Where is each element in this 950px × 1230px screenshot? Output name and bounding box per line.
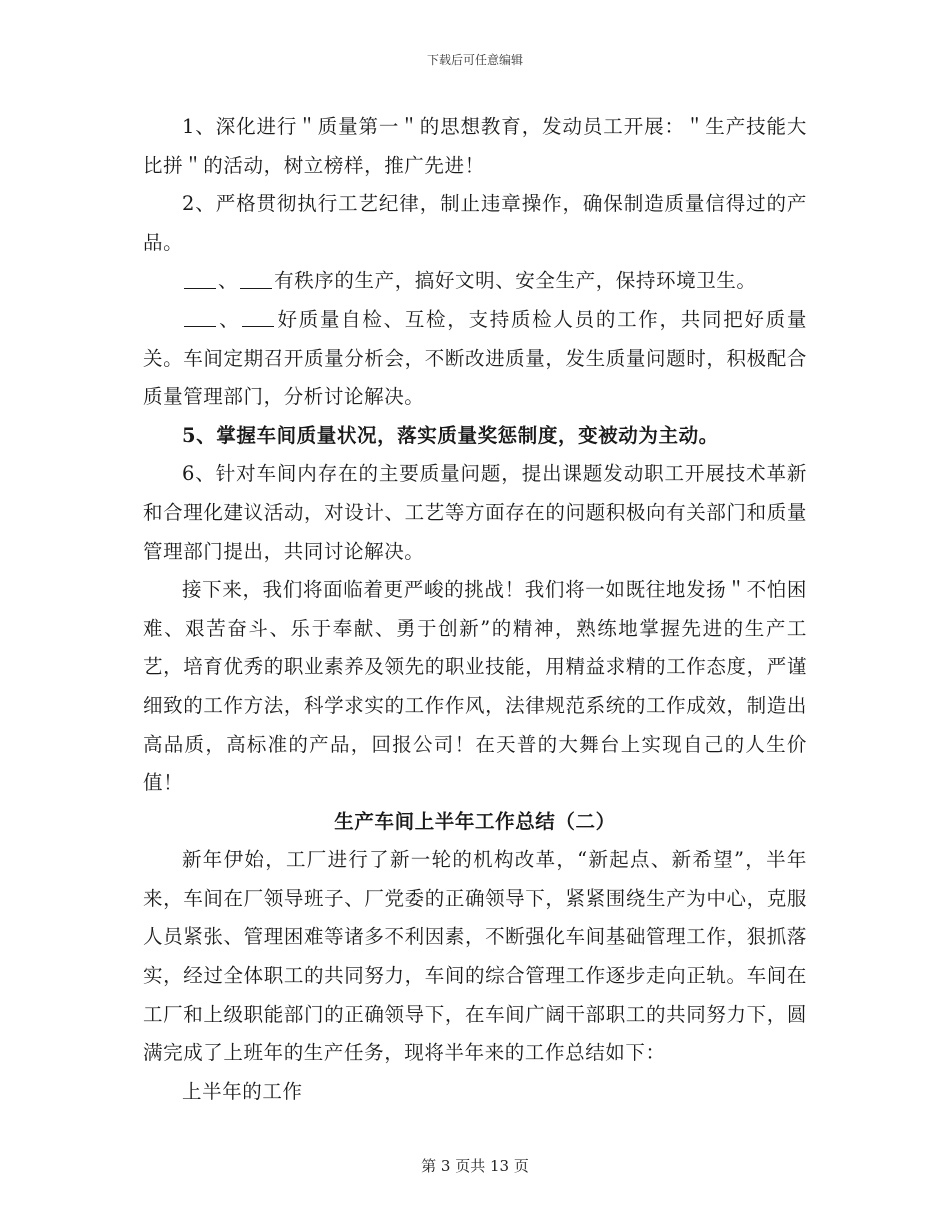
fill-blank	[184, 325, 216, 327]
fill-blank	[240, 287, 272, 289]
document-body	[143, 108, 807, 1111]
blank-separator: 、	[218, 269, 239, 293]
paragraph-quality-education: 1、深化进行＂质量第一＂的思想教育，发动员工开展：＂生产技能大比拼＂的活动，树立榜样，推广先进！	[143, 115, 807, 177]
paragraph-new-year-reform: 新年伊始，工厂进行了新一轮的机构改革，“新起点、新希望”，半年来，车间在厂领导班子、厂党委的正确领导下，紧紧围绕生产为中心，克服人员紧张、管理困难等诸多不利因素，不断强化车间基础管理工作，狠抓落实，经过全体职工的共同努力，车间的综合管理工作逐步走向正轨。车间在工厂和上级职能部门的正确领导下，在车间广阔干部职工的共同努力下，圆满完成了上班年的生产任务，现将半年来的工作总结如下：	[143, 848, 807, 1065]
paragraph-next-challenges: 接下来，我们将面临着更严峻的挑战！我们将一如既往地发扬＂不怕困难、艰苦奋斗、乐于奉献、勇于创新”的精神，熟练地掌握先进的生产工艺，培育优秀的职业素养及领先的职业技能，用精益求精的工作态度，严谨细致的工作方法，科学求实的工作作风，法律规范系统的工作成效，制造出高品质，高标准的产品，回报公司！在天普的大舞台上实现自己的人生价值！	[143, 578, 807, 795]
paragraph-first-half-work: 上半年的工作	[182, 1079, 303, 1103]
page-number: 第 3 页共 13 页	[421, 1157, 529, 1175]
paragraph-orderly-production	[143, 262, 807, 301]
blank-separator: 、	[218, 307, 241, 331]
paragraph-process-discipline: 2、严格贯彻执行工艺纪律，制止违章操作，确保制造质量信得过的产品。	[143, 192, 807, 254]
paragraph-quality-status: 5、掌握车间质量状况，落实质量奖惩制度，变被动为主动。	[182, 423, 719, 447]
page-header-note: 下载后可任意编辑	[426, 53, 523, 67]
paragraph-tech-innovation: 6、针对车间内存在的主要质量问题，提出课题发动职工开展技术革新和合理化建议活动，对设计、工艺等方面存在的问题积极向有关部门和质量管理部门提出，共同讨论解决。	[143, 462, 807, 563]
section-title: 生产车间上半年工作总结（二）	[334, 809, 616, 833]
paragraph-text: 好质量自检、互检，支持质检人员的工作，共同把好质量关。车间定期召开质量分析会，不断改进质量，发生质量问题时，积极配合质量管理部门，分析讨论解决。	[143, 307, 807, 409]
fill-blank	[242, 325, 274, 327]
fill-blank	[184, 287, 216, 289]
paragraph-text: 有秩序的生产，搞好文明、安全生产，保持环境卫生。	[274, 269, 757, 293]
paragraph-quality-check	[143, 301, 807, 417]
